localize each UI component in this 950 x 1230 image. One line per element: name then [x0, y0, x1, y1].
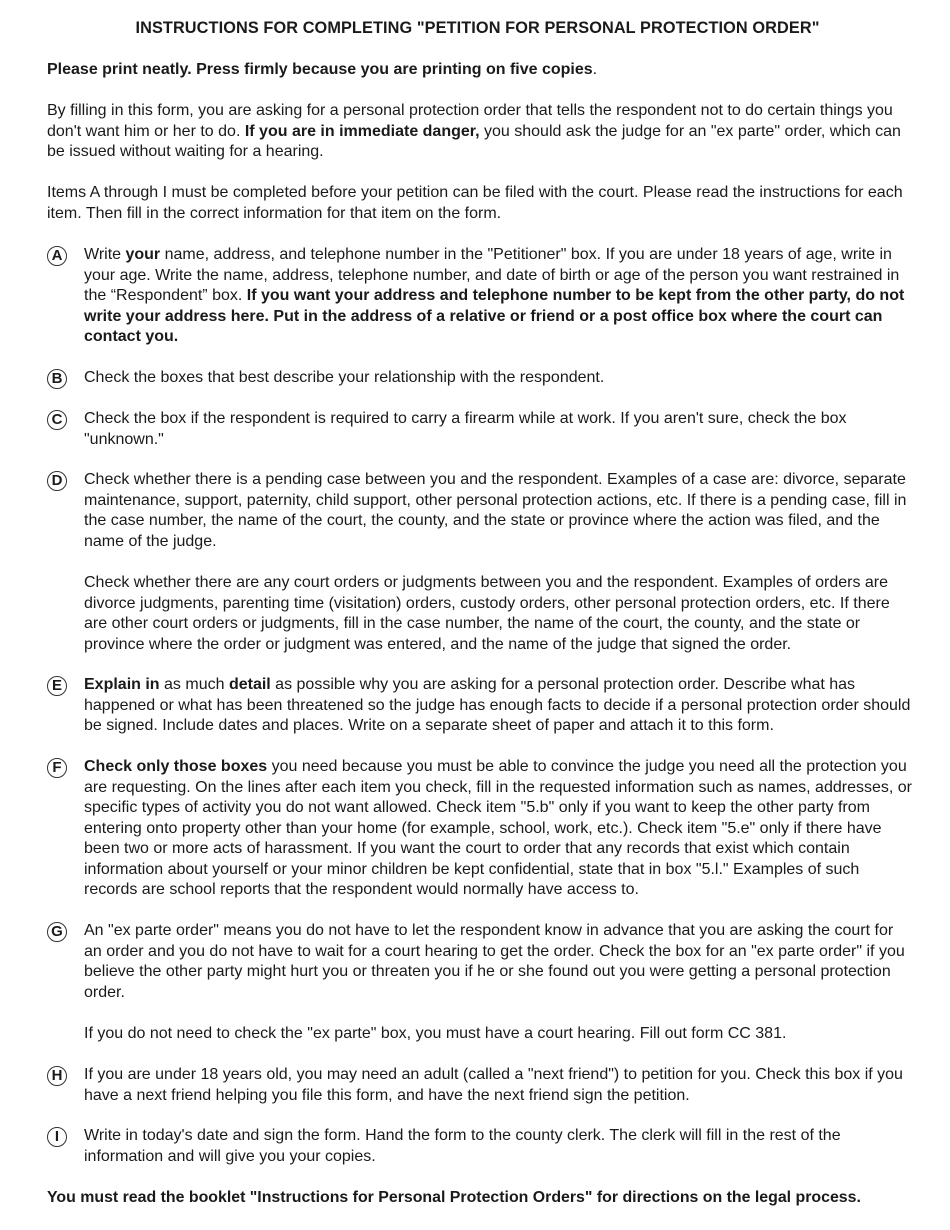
item-a-text-3: name, address, and telephone number in the "Petitioner" box. If you are under 18 years of age, write in your age. Write the name, address, telephone number, and date of birth or age of the person you want restrained in the “Respondent” box.	[84, 246, 900, 304]
item-f-text	[84, 757, 912, 901]
item-g-text: An "ex parte order" means you do not have to let the respondent know in advance that you are asking the court for an order and you do not have to wait for a court hearing to get the order. Check the box for an "ex parte order" if you believe the other party might hurt you or threaten you if he or she found out you were getting a personal protection order.	[84, 922, 905, 1001]
item-c-text: Check the box if the respondent is required to carry a firearm while at work. If you aren't sure, check the box "unknown."	[84, 410, 847, 448]
item-letter-f: F	[47, 758, 67, 778]
intro1-bold: If you are in immediate danger,	[244, 122, 480, 140]
item-e-text	[84, 675, 912, 737]
item-a-bold-your: your	[125, 246, 161, 263]
item-letter-h: H	[47, 1066, 67, 1086]
item-i-text: Write in today's date and sign the form. Hand the form to the county clerk. The clerk will fill in the rest of the information and will give you your copies.	[84, 1127, 841, 1165]
item-letter-e: E	[47, 676, 67, 696]
item-letter-i: I	[47, 1127, 67, 1147]
intro-paragraph-2: Items A through I must be completed before your petition can be filed with the court. Please read the instructions for each item. Then fill in the correct information for that item on the form.	[47, 184, 903, 222]
intro-paragraph-1	[47, 101, 912, 163]
item-letter-c: C	[47, 410, 67, 430]
item-letter-a: A	[47, 246, 67, 266]
print-note-tail: .	[592, 61, 598, 78]
item-g-text-2: If you do not need to check the "ex parte" box, you must have a court hearing. Fill out form CC 381.	[84, 1025, 787, 1042]
item-e-text-2: as much	[159, 676, 229, 693]
item-f-bold: Check only those boxes	[84, 758, 268, 775]
item-e-text-4: as possible why you are asking for a personal protection order. Describe what has happened or what has been threatened so the judge has enough facts to decide if a personal protection order should be signed. Include dates and places. Write on a separate sheet of paper and attach it to this form.	[84, 676, 911, 734]
item-e-bold-detail: detail	[228, 676, 271, 693]
page-title: INSTRUCTIONS FOR COMPLETING "PETITION FOR PERSONAL PROTECTION ORDER"	[135, 19, 820, 37]
item-d-text-2: Check whether there are any court orders or judgments between you and the respondent. Examples of orders are divorce judgments, parenting time (visitation) orders, custody orders, other personal protection orders, etc. If there are other court orders or judgments, fill in the case number, the name of the court, the county, and the state or province where the order or judgment was entered, and the name of the judge that signed the order.	[84, 574, 890, 653]
item-a-bold-warning: If you want your address and telephone number to be kept from the other party, do not write your address here. Put in the address of a relative or friend or a post office box where the court can contact you.	[84, 287, 905, 345]
print-note	[47, 60, 912, 81]
item-d-text: Check whether there is a pending case between you and the respondent. Examples of a case are: divorce, separate maintenance, support, paternity, child support, other personal protection actions, etc. If there is a pending case, fill in the case number, the name of the court, the county, and the state or province where the action was filed, and the name of the judge.	[84, 471, 907, 550]
intro1-text-c: you should ask the judge for an "ex parte" order, which can be issued without waiting for a hearing.	[47, 122, 901, 160]
print-note-bold: Please print neatly. Press firmly because you are printing on five copies	[47, 61, 593, 78]
intro1-text-a: By filling in this form, you are asking for a personal protection order that tells the respondent not to do certain things you don't want him or her to do.	[47, 102, 893, 140]
item-e-bold-explain: Explain in	[84, 676, 160, 693]
item-a-text-1: Write	[84, 246, 126, 263]
item-letter-g: G	[47, 922, 67, 942]
item-letter-b: B	[47, 369, 67, 389]
item-b-text: Check the boxes that best describe your relationship with the respondent.	[84, 369, 605, 386]
item-f-text-2: you need because you must be able to convince the judge you need all the protection you are requesting. On the lines after each item you check, fill in the requested information such as names, addresses, or specific types of activity you do not want allowed. Check item "5.b" only if you want to keep the other party from entering onto property other than your home (for example, school, work, etc.). Check item "5.e" only if there have been two or more acts of harassment. If you want the court to order that any records that exist which contain information about yourself or your minor children be kept confidential, state that in box "5.l." Examples of such records are school reports that the respondent would normally have access to.	[84, 758, 912, 898]
item-h-text: If you are under 18 years old, you may need an adult (called a "next friend") to petition for you. Check this box if you have a next friend helping you file this form, and have the next friend sign the petition.	[84, 1066, 903, 1104]
footer-note: You must read the booklet "Instructions for Personal Protection Orders" for directions on the legal process.	[47, 1189, 861, 1206]
item-a-text	[84, 245, 912, 348]
item-letter-d: D	[47, 471, 67, 491]
